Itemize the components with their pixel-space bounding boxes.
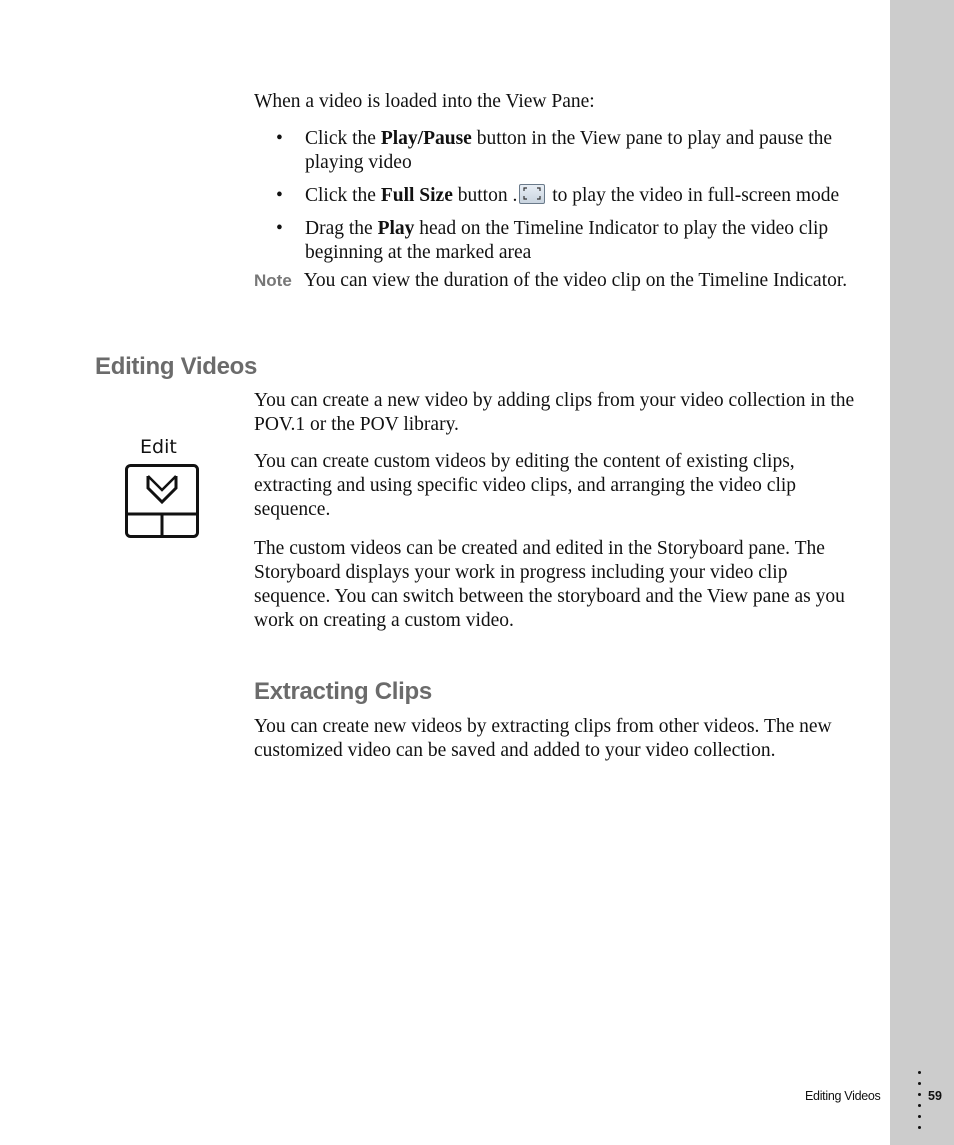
- page-margin-strip: [890, 0, 954, 1145]
- note-text: You can view the duration of the video clip on the Timeline Indicator.: [303, 270, 848, 291]
- bullet-marker: •: [276, 218, 283, 239]
- paragraph: The custom videos can be created and edited in the Storyboard pane. The Storyboard displays your work in progress including your video clip sequence. You can switch between the storyboard and the View pane as you work on creating a custom video.: [254, 538, 845, 631]
- bullet-text-post: head on the Timeline Indicator to play the video clip beginning at the marked area: [305, 218, 829, 263]
- bullet-text-bold: Play: [377, 218, 415, 239]
- note-label: Note: [254, 271, 292, 290]
- edit-tool-illustration: [120, 436, 204, 542]
- edit-icon: [125, 464, 199, 538]
- bullet-text-bold: Play/Pause: [380, 128, 472, 149]
- bullet-text-bold: Full Size: [380, 185, 453, 206]
- bullet-text-pre: Click the: [305, 185, 381, 206]
- paragraph: You can create a new video by adding clips from your video collection in the POV.1 or the POV library.: [254, 390, 855, 435]
- bullet-marker: •: [276, 185, 283, 206]
- bullet-text-pre: Drag the: [305, 218, 378, 239]
- bullet-text-pre: Click the: [305, 128, 381, 149]
- page-number: 59: [928, 1089, 942, 1103]
- intro-text: When a video is loaded into the View Pane:: [254, 91, 595, 112]
- bullet-text-post: button in the View pane to play and pause the playing video: [305, 128, 833, 173]
- section-heading-editing-videos: Editing Videos: [95, 353, 258, 380]
- footer-section-label: Editing Videos: [805, 1089, 881, 1103]
- bullet-list: [254, 127, 864, 274]
- list-item: [254, 217, 864, 265]
- edit-tool-label: Edit: [140, 436, 177, 458]
- bullet-text-post: to play the video in full-screen mode: [547, 185, 840, 206]
- bullet-text-mid: button .: [452, 185, 518, 206]
- section-heading-extracting-clips: Extracting Clips: [254, 678, 432, 705]
- bullet-marker: •: [276, 128, 283, 149]
- note: [254, 269, 864, 293]
- list-item: [254, 184, 864, 208]
- full-size-icon: [519, 184, 545, 204]
- paragraph: You can create custom videos by editing the content of existing clips, extracting and using specific video clips, and arranging the video clip sequence.: [254, 451, 797, 520]
- footer-dot-leader: [918, 1071, 924, 1137]
- list-item: [254, 127, 864, 175]
- paragraph: You can create new videos by extracting clips from other videos. The new customized video can be saved and added to your video collection.: [254, 716, 832, 761]
